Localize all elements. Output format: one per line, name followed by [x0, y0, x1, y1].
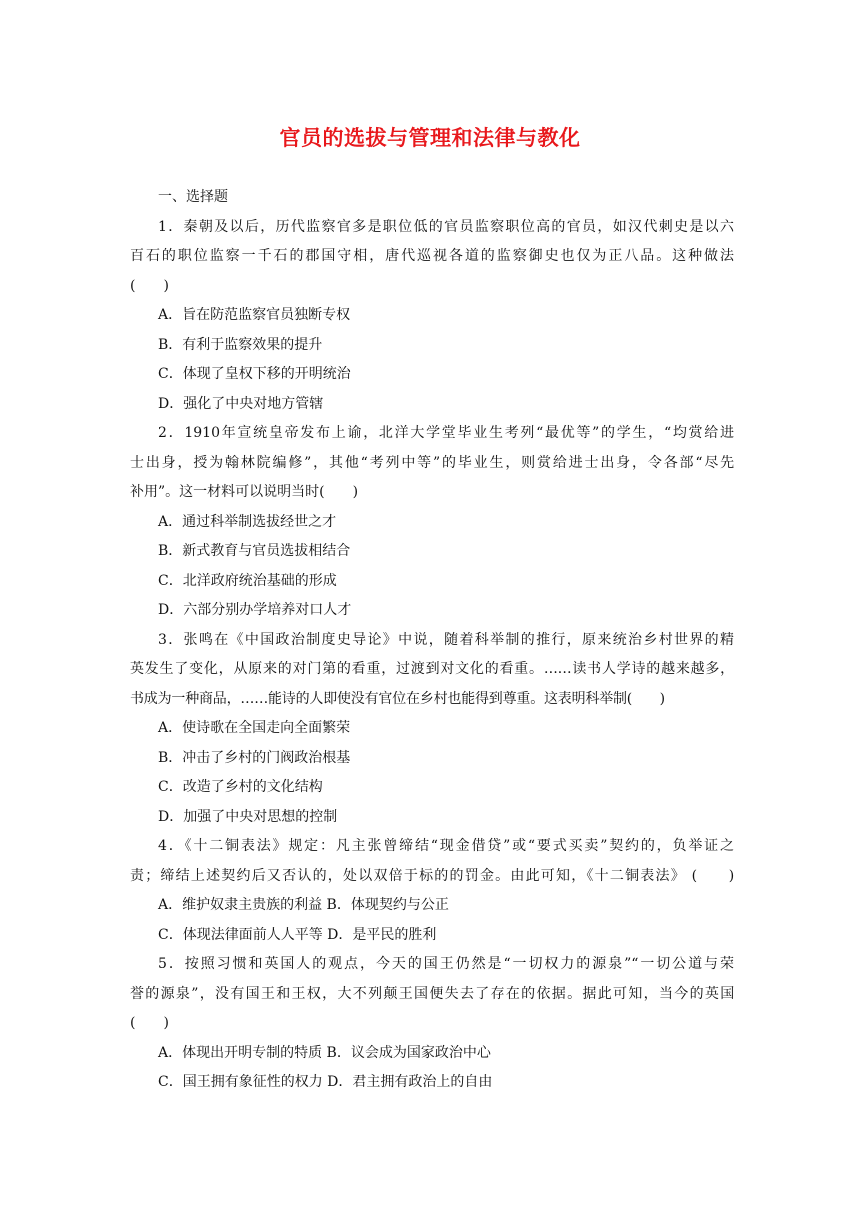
question-1 — [130, 213, 734, 420]
option-c: C．改造了乡村的文化结构 — [158, 779, 323, 795]
question-4 — [130, 832, 734, 950]
question-stem-line: 士出身，授为翰林院编修”，其他“考列中等”的毕业生，则赏给进士出身，令各部“尽先 — [130, 454, 734, 471]
option-a-b: A．体现出开明专制的特质 B．议会成为国家政治中心 — [158, 1044, 491, 1061]
option-c-d: C．国王拥有象征性的权力 D．君主拥有政治上的自由 — [158, 1074, 493, 1090]
question-stem-line: 责；缔结上述契约后又否认的，处以双倍于标的的罚金。由此可知，《十二铜表法》 ( ) — [130, 867, 734, 884]
option-a: A．旨在防范监察官员独断专权 — [158, 307, 351, 323]
question-stem-line: 补用”。这一材料可以说明当时( ) — [130, 484, 359, 500]
question-stem-line: 英发生了变化，从原来的对门第的看重，过渡到对文化的看重。……读书人学诗的越来越多， — [130, 661, 734, 677]
option-d: D．强化了中央对地方管辖 — [158, 395, 324, 412]
page-title: 官员的选拔与管理和法律与教化 — [279, 126, 581, 150]
question-stem-line: 4．《十二铜表法》规定：凡主张曾缔结“现金借贷”或“要式买卖”契约的，负举证之 — [158, 838, 734, 854]
question-stem-line: ( ) — [130, 277, 169, 294]
question-5 — [130, 950, 734, 1098]
question-stem-line: 3．张鸣在《中国政治制度史导论》中说，随着科举制的推行，原来统治乡村世界的精 — [158, 631, 734, 648]
option-a: A．使诗歌在全国走向全面繁荣 — [158, 720, 351, 736]
option-b: B．有利于监察效果的提升 — [158, 336, 323, 353]
option-a-b: A．维护奴隶主贵族的利益 B．体现契约与公正 — [158, 897, 449, 913]
section-heading: 一、选择题 — [158, 189, 228, 205]
question-stem-line: 5．按照习惯和英国人的观点，今天的国王仍然是“一切权力的源泉”“一切公道与荣 — [158, 956, 734, 972]
option-c: C．北洋政府统治基础的形成 — [158, 572, 337, 589]
question-stem-line: 2．1910年宣统皇帝发布上谕，北洋大学堂毕业生考列“最优等”的学生，“均赏给进 — [158, 425, 734, 441]
question-stem-line: 誉的源泉”，没有国王和王权，大不列颠王国便失去了存在的依据。据此可知，当今的英国 — [130, 985, 734, 1002]
question-stem-line: 书成为一种商品，……能诗的人即使没有官位在乡村也能得到尊重。这表明科举制( ) — [130, 690, 665, 707]
option-a: A．通过科举制选拔经世之才 — [158, 513, 337, 530]
question-stem-line: ( ) — [130, 1015, 169, 1031]
question-stem-line: 百石的职位监察一千石的郡国守相，唐代巡视各道的监察御史也仅为正八品。这种做法 — [130, 248, 734, 264]
option-d: D．加强了中央对思想的控制 — [158, 808, 338, 825]
question-2 — [130, 419, 734, 626]
option-c: C．体现了皇权下移的开明统治 — [158, 366, 351, 382]
option-b: B．新式教育与官员选拔相结合 — [158, 543, 351, 559]
option-d: D．六部分别办学培养对口人才 — [158, 602, 352, 618]
question-3 — [130, 626, 734, 833]
option-b: B．冲击了乡村的门阀政治根基 — [158, 749, 351, 766]
question-stem-line: 1．秦朝及以后，历代监察官多是职位低的官员监察职位高的官员，如汉代刺史是以六 — [158, 218, 734, 235]
question-list — [130, 183, 734, 1098]
option-c-d: C．体现法律面前人人平等 D．是平民的胜利 — [158, 926, 437, 943]
